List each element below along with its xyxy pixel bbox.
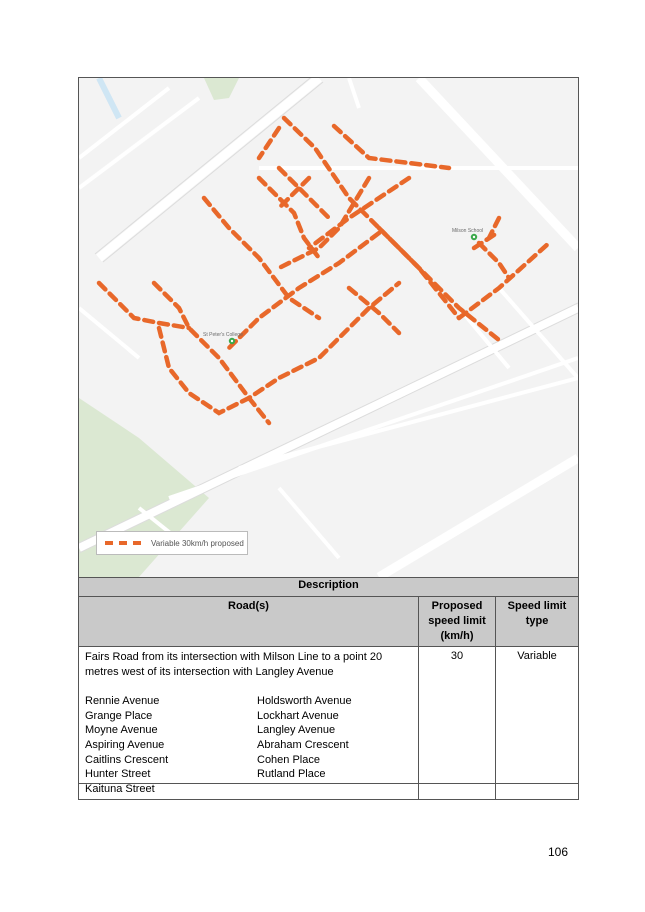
speed-limit-value: 30 <box>419 647 496 800</box>
legend-label: Variable 30km/h proposed <box>151 538 244 548</box>
road-name: Lockhart Avenue <box>257 709 339 722</box>
road-list <box>85 694 412 796</box>
road-name: Abraham Crescent <box>257 738 349 751</box>
roads-column-header: Road(s) <box>79 597 419 647</box>
milson-school-label: Milson School <box>452 228 484 234</box>
road-name: Aspiring Avenue <box>85 738 165 751</box>
road-name: Grange Place <box>85 709 153 722</box>
road-name: Hunter Street <box>85 768 151 781</box>
road-name: Moyne Avenue <box>85 724 158 737</box>
water-feature <box>99 78 119 118</box>
road-name: Rennie Avenue <box>85 695 160 708</box>
speed-limit-map <box>79 78 578 577</box>
road-name: Rutland Place <box>257 768 326 781</box>
description-header: Description <box>79 578 579 597</box>
st-peters-label: St Peter's College <box>203 332 243 338</box>
map-legend <box>96 531 248 555</box>
page-number: 106 <box>548 845 569 859</box>
proposed-30km-route <box>99 118 549 423</box>
map-canvas <box>79 78 578 577</box>
speed-limit-table <box>78 577 579 800</box>
limit-type-column-header: Speed limit type <box>496 597 579 647</box>
speed-limit-column-header: Proposed speed limit (km/h) <box>419 597 496 647</box>
road-name: Holdsworth Avenue <box>257 695 352 708</box>
milson-school-pin <box>471 234 477 240</box>
road-name: Kaituna Street <box>85 782 155 795</box>
roads-cell <box>79 647 419 800</box>
park-area-top <box>204 78 239 100</box>
legend-dash-swatch <box>105 541 141 545</box>
st-peters-pin <box>229 338 235 344</box>
road-description: Fairs Road from its intersection with Milson Line to a point 20 metres west of its intersection with Langley Avenue <box>85 651 383 678</box>
road-list-right <box>257 694 412 796</box>
limit-type-value: Variable <box>496 647 579 800</box>
road-name: Langley Avenue <box>257 724 336 737</box>
road-name: Cohen Place <box>257 753 320 766</box>
road-list-left <box>85 694 257 796</box>
road-name: Caitlins Crescent <box>85 753 169 766</box>
